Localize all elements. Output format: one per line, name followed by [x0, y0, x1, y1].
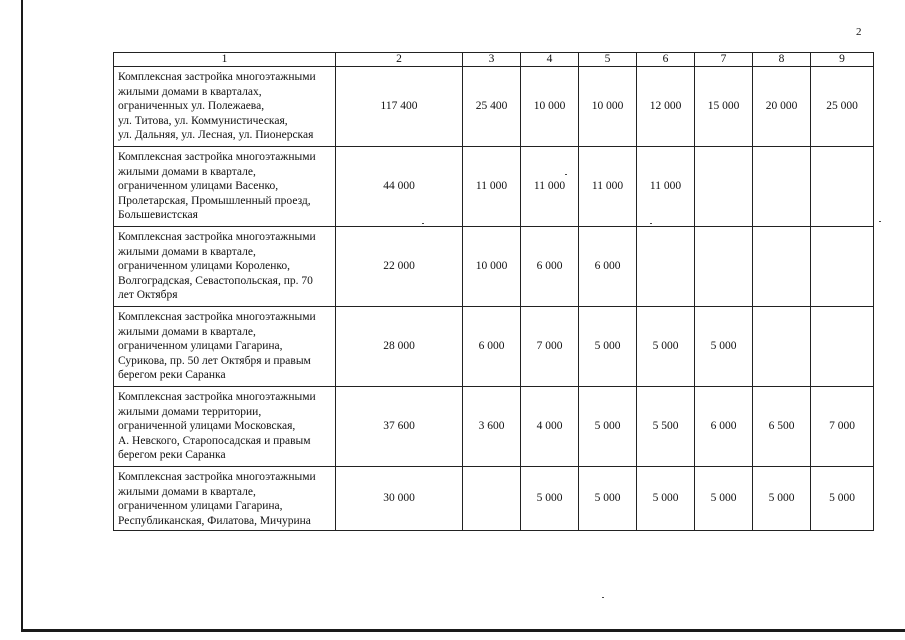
- scan-speck: [879, 221, 881, 222]
- project-description: [114, 467, 336, 531]
- description-line: берегом реки Саранка: [118, 369, 226, 381]
- year-value: [695, 147, 753, 227]
- column-header: 7: [695, 53, 753, 67]
- description-line: жилыми домами в квартале,: [118, 245, 256, 258]
- table-row: [114, 467, 874, 531]
- year-value: 20 000: [753, 67, 811, 147]
- year-value: 10 000: [463, 227, 521, 307]
- description-line: Комплексная застройка многоэтажными: [118, 151, 316, 163]
- description-line: Республиканская, Филатова, Мичурина: [118, 514, 311, 527]
- year-value: 12 000: [637, 67, 695, 147]
- year-value: [753, 227, 811, 307]
- total-value: 30 000: [336, 467, 463, 531]
- column-header: 8: [753, 53, 811, 67]
- year-value: [463, 467, 521, 531]
- page-number: 2: [856, 26, 862, 38]
- year-value: 10 000: [521, 67, 579, 147]
- description-line: Пролетарская, Промышленный проезд,: [118, 194, 311, 207]
- description-line: А. Невского, Старопосадская и правым: [118, 434, 311, 447]
- year-value: 15 000: [695, 67, 753, 147]
- year-value: [753, 307, 811, 387]
- description-line: Сурикова, пр. 50 лет Октября и правым: [118, 354, 311, 367]
- data-table: [113, 52, 874, 531]
- description-line: ул. Дальняя, ул. Лесная, ул. Пионерская: [118, 129, 314, 141]
- year-value: 4 000: [521, 387, 579, 467]
- scan-speck: [602, 597, 604, 598]
- description-line: ограниченном улицами Гагарина,: [118, 500, 283, 512]
- year-value: 25 400: [463, 67, 521, 147]
- year-value: 7 000: [521, 307, 579, 387]
- year-value: 25 000: [811, 67, 874, 147]
- table-row: [114, 67, 874, 147]
- year-value: 6 000: [695, 387, 753, 467]
- column-header: 4: [521, 53, 579, 67]
- description-line: Большевистская: [118, 209, 198, 221]
- total-value: 117 400: [336, 67, 463, 147]
- year-value: 10 000: [579, 67, 637, 147]
- description-line: Волгоградская, Севастопольская, пр. 70: [118, 274, 313, 287]
- description-line: ул. Титова, ул. Коммунистическая,: [118, 114, 288, 127]
- year-value: 5 000: [579, 387, 637, 467]
- description-line: жилыми домами в кварталах,: [118, 85, 262, 98]
- total-value: 22 000: [336, 227, 463, 307]
- column-header: 3: [463, 53, 521, 67]
- column-header: 6: [637, 53, 695, 67]
- project-description: [114, 147, 336, 227]
- project-description: [114, 67, 336, 147]
- year-value: 6 000: [521, 227, 579, 307]
- total-value: 44 000: [336, 147, 463, 227]
- description-line: жилыми домами в квартале,: [118, 165, 256, 178]
- total-value: 37 600: [336, 387, 463, 467]
- table-row: [114, 387, 874, 467]
- project-description: [114, 387, 336, 467]
- description-line: ограниченных ул. Полежаева,: [118, 100, 265, 112]
- table-row: [114, 227, 874, 307]
- description-line: Комплексная застройка многоэтажными: [118, 231, 316, 243]
- description-line: жилыми домами территории,: [118, 405, 262, 418]
- year-value: 11 000: [579, 147, 637, 227]
- year-value: [637, 227, 695, 307]
- description-line: Комплексная застройка многоэтажными: [118, 311, 316, 323]
- year-value: 5 000: [753, 467, 811, 531]
- year-value: [811, 147, 874, 227]
- column-header: 2: [336, 53, 463, 67]
- year-value: 11 000: [521, 147, 579, 227]
- project-description: [114, 307, 336, 387]
- year-value: 6 500: [753, 387, 811, 467]
- year-value: 5 500: [637, 387, 695, 467]
- year-value: 5 000: [695, 467, 753, 531]
- header-row: [114, 53, 874, 67]
- description-line: жилыми домами в квартале,: [118, 485, 256, 498]
- description-line: лет Октября: [118, 289, 178, 301]
- column-header: 1: [114, 53, 336, 67]
- year-value: 11 000: [463, 147, 521, 227]
- year-value: 3 600: [463, 387, 521, 467]
- project-description: [114, 227, 336, 307]
- description-line: ограниченном улицами Васенко,: [118, 180, 279, 192]
- year-value: [811, 227, 874, 307]
- description-line: ограниченном улицами Короленко,: [118, 260, 291, 272]
- description-line: Комплексная застройка многоэтажными: [118, 391, 316, 403]
- year-value: 5 000: [637, 307, 695, 387]
- scan-left-edge: [21, 0, 23, 632]
- description-line: берегом реки Саранка: [118, 449, 226, 461]
- year-value: 6 000: [579, 227, 637, 307]
- description-line: Комплексная застройка многоэтажными: [118, 71, 316, 83]
- year-value: [695, 227, 753, 307]
- year-value: [753, 147, 811, 227]
- year-value: [811, 307, 874, 387]
- description-line: ограниченном улицами Гагарина,: [118, 340, 283, 352]
- year-value: 5 000: [579, 307, 637, 387]
- year-value: 5 000: [695, 307, 753, 387]
- year-value: 5 000: [811, 467, 874, 531]
- table-row: [114, 307, 874, 387]
- year-value: 7 000: [811, 387, 874, 467]
- total-value: 28 000: [336, 307, 463, 387]
- year-value: 5 000: [637, 467, 695, 531]
- year-value: 6 000: [463, 307, 521, 387]
- year-value: 5 000: [521, 467, 579, 531]
- table-row: [114, 147, 874, 227]
- column-header: 5: [579, 53, 637, 67]
- description-line: ограниченной улицами Московская,: [118, 420, 296, 432]
- year-value: 5 000: [579, 467, 637, 531]
- year-value: 11 000: [637, 147, 695, 227]
- description-line: Комплексная застройка многоэтажными: [118, 471, 316, 483]
- scan-bottom-edge: [21, 629, 905, 632]
- description-line: жилыми домами в квартале,: [118, 325, 256, 338]
- column-header: 9: [811, 53, 874, 67]
